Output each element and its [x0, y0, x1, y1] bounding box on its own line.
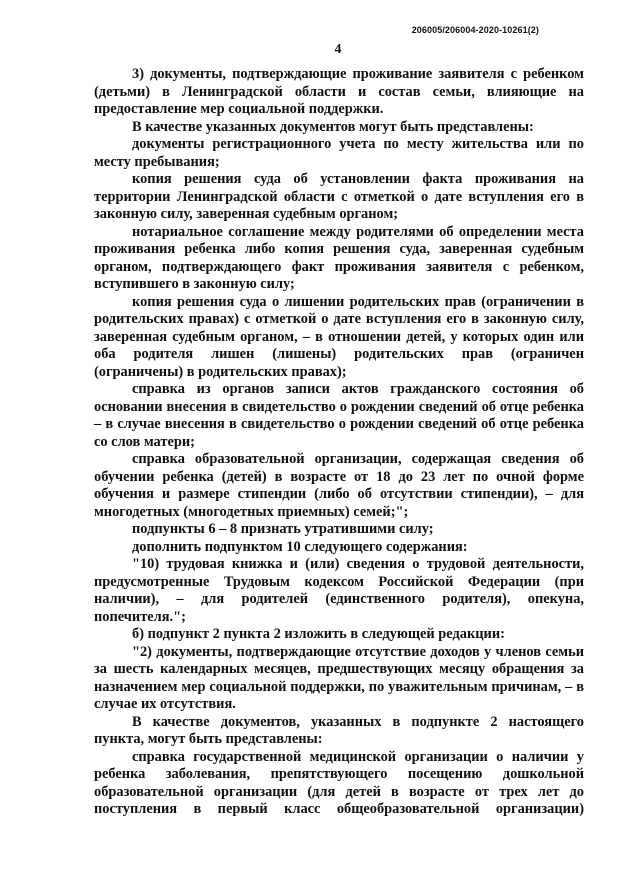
paragraph: справка образовательной организации, содержащая сведения об обучении ребенка (детей) в возрасте от 18 до 23 лет по очной форме обучения и размере стипендии (либо об отсутствии стипендии), – для многодетных (многодетных приемных) семей;"; — [94, 451, 584, 520]
paragraph: В качестве указанных документов могут быть представлены: — [132, 118, 534, 135]
page-number: 4 — [334, 41, 342, 56]
paragraph: справка государственной медицинской организации о наличии у ребенка заболевания, препятствующего посещению дошкольной образовательной организации (для детей в возрасте от трех лет до поступления в первый класс общеобразовательной организации) — [94, 748, 584, 817]
paragraph: В качестве документов, указанных в подпункте 2 настоящего пункта, могут быть представлены: — [94, 713, 584, 747]
paragraph: б) подпункт 2 пункта 2 изложить в следующей редакции: — [132, 626, 505, 642]
paragraph: копия решения суда о лишении родительских прав (ограничении в родительских правах) с отметкой о дате вступления его в законную силу, заверенная судебным органом, – в отношении детей, у которых один или оба родителя лишен (лишены) родительских прав (ограничен (ограничены) в родительских правах); — [94, 293, 584, 380]
paragraph: копия решения суда об установлении факта проживания на территории Ленинградской области с отметкой о дате вступления его в законную силу, заверенная судебным органом; — [94, 171, 584, 222]
document-code: 206005/206004-2020-10261(2) — [411, 25, 539, 35]
paragraph: документы регистрационного учета по месту жительства или по месту пребывания; — [94, 136, 584, 170]
paragraph: подпункты 6 – 8 признать утратившими силу; — [132, 521, 434, 537]
paragraph: дополнить подпунктом 10 следующего содержания: — [132, 538, 468, 555]
paragraph: "2) документы, подтверждающие отсутствие доходов у членов семьи за шесть календарных месяцев, предшествующих месяцу обращения за назначением мер социальной поддержки, по уважительным причинам, – в случае их отсутствия. — [94, 643, 584, 712]
paragraph: "10) трудовая книжка и (или) сведения о трудовой деятельности, предусмотренные Трудовым кодексом Российской Федерации (при наличии), – для родителей (единственного родителя), опекуна, попечителя."; — [94, 556, 584, 625]
document-body — [94, 66, 584, 819]
paragraph: справка из органов записи актов гражданского состояния об основании внесения в свидетельство о рождении сведений об отце ребенка – в случае внесения в свидетельство о рождении сведений об отце ребенка со слов матери; — [94, 381, 584, 450]
paragraph: 3) документы, подтверждающие проживание заявителя с ребенком (детьми) в Ленинградской области и состав семьи, влияющие на предоставление мер социальной поддержки. — [94, 66, 584, 117]
paragraph: нотариальное соглашение между родителями об определении места проживания ребенка либо копия решения суда, заверенная судебным органом, подтверждающего факт проживания заявителя с ребенком, вступившего в законную силу; — [94, 223, 584, 292]
